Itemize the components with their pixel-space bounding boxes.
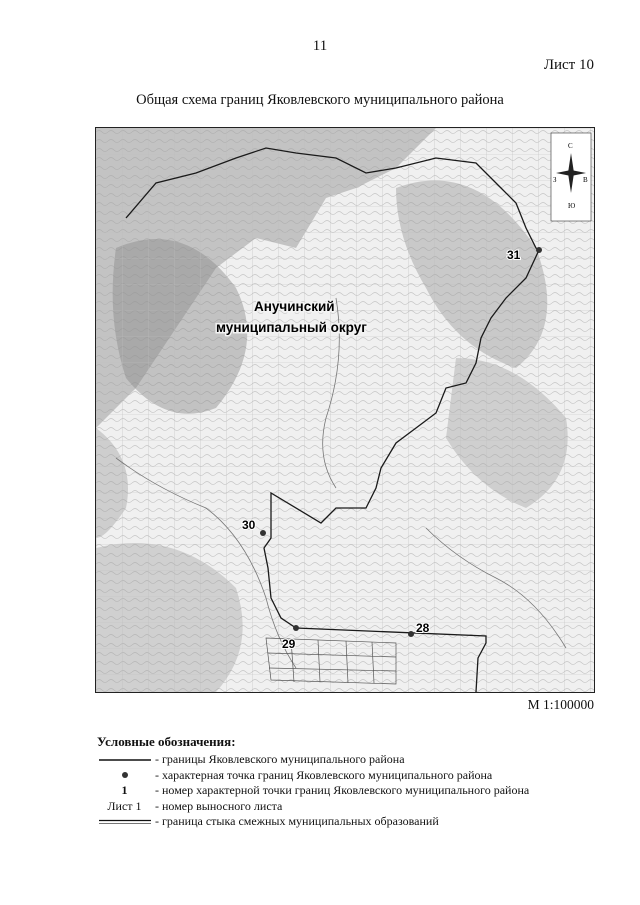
compass-south: Ю xyxy=(568,202,576,210)
boundary-line-icon xyxy=(97,757,152,763)
legend-item-boundary: - границы Яковлевского муниципального района xyxy=(97,752,597,768)
map-frame[interactable] xyxy=(95,127,595,693)
map-canvas xyxy=(96,128,594,692)
map-title: Общая схема границ Яковлевского муниципального района xyxy=(136,92,504,108)
sheet-label: Лист 10 xyxy=(543,57,594,73)
page-number: 11 xyxy=(312,38,328,54)
sheet-number-symbol: Лист 1 xyxy=(107,798,142,813)
junction-line-icon xyxy=(97,818,152,826)
svg-text:29: 29 xyxy=(282,637,296,651)
point-number-symbol: 1 xyxy=(121,783,128,798)
map-scale: М 1:100000 xyxy=(527,697,594,712)
legend-item-point: - характерная точка границ Яковлевского муниципального района xyxy=(97,768,597,784)
area-label-line2: муниципальный округ xyxy=(216,320,367,335)
legend-item-sheet: Лист 1 - номер выносного листа xyxy=(97,799,597,815)
compass-north: С xyxy=(568,142,573,150)
legend-item-junction: - граница стыка смежных муниципальных образований xyxy=(97,814,597,830)
svg-text:31: 31 xyxy=(507,248,521,262)
svg-text:30: 30 xyxy=(242,518,256,532)
compass-west: З xyxy=(553,176,557,184)
legend-item-point-number: 1 - номер характерной точки границ Яковлевского муниципального района xyxy=(97,783,597,799)
svg-text:28: 28 xyxy=(416,621,430,635)
point-dot-icon xyxy=(97,770,152,780)
area-label-line1: Анучинский xyxy=(254,299,335,314)
compass-icon xyxy=(551,133,591,221)
legend-title: Условные обозначения: xyxy=(97,734,236,749)
compass-east: В xyxy=(583,176,588,184)
legend xyxy=(97,734,597,830)
